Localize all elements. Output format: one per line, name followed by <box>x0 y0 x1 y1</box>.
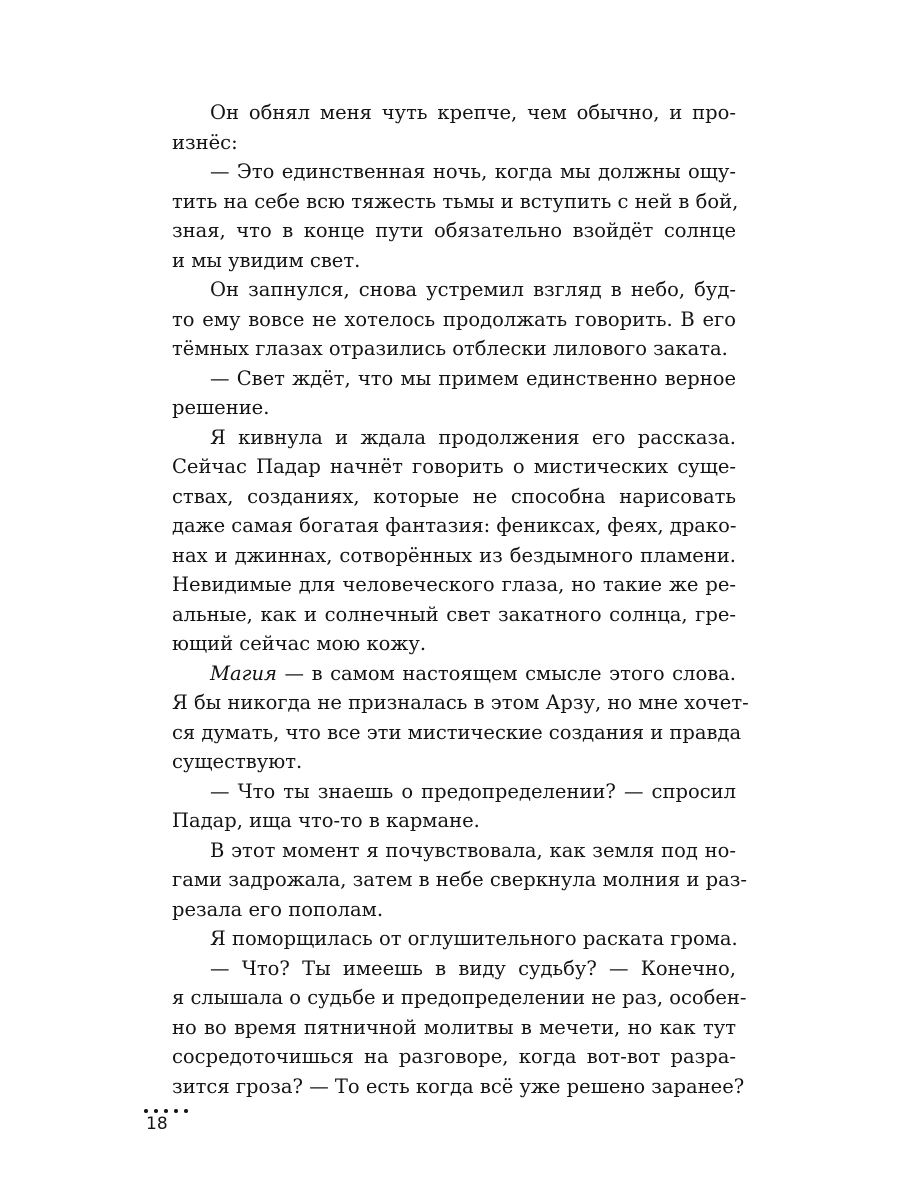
text-line <box>172 688 749 718</box>
line-text: я слышала о судьбе и предопределении не раз, особен- <box>172 986 747 1009</box>
line-text: изнёс: <box>172 130 238 154</box>
text-line <box>172 865 747 895</box>
text-line <box>172 806 736 836</box>
text-line <box>172 747 736 777</box>
text-line <box>172 836 736 866</box>
text-line <box>172 216 736 246</box>
text-line <box>172 246 736 276</box>
text-line <box>172 128 736 158</box>
line-text: — Что? Ты имеешь в виду судьбу? — Конечно, <box>210 956 736 980</box>
text-line <box>172 305 736 335</box>
text-line <box>172 541 736 571</box>
text-line <box>172 511 736 541</box>
text-line <box>172 895 736 925</box>
line-text: нах и джиннах, сотворённых из бездымного пламени. <box>172 543 736 567</box>
text-line <box>172 983 747 1013</box>
body-text <box>172 98 749 1101</box>
line-text: Я бы никогда не призналась в этом Арзу, но мне хочет- <box>172 691 749 714</box>
text-line <box>172 629 736 659</box>
line-text: — Это единственная ночь, когда мы должны ощу- <box>210 160 736 183</box>
line-text: тить на себе всю тяжесть тьмы и вступить с ней в бой, <box>172 189 739 213</box>
line-text: Он запнулся, снова устремил взгляд в небо, буд- <box>210 278 736 301</box>
line-text: ся думать, что все эти мистические создания и правда <box>172 720 742 744</box>
line-text: даже самая богатая фантазия: фениксах, феях, драко- <box>172 514 737 537</box>
line-text: Невидимые для человеческого глаза, но такие же ре- <box>172 573 736 596</box>
folio-ornament <box>144 1100 204 1110</box>
line-text: зится гроза? — То есть когда всё уже решено заранее? <box>172 1074 745 1098</box>
line-text: ющий сейчас мою кожу. <box>172 632 427 655</box>
line-text: решение. <box>172 396 270 419</box>
line-text: альные, как и солнечный свет закатного солнца, гре- <box>172 602 736 626</box>
line-text: зная, что в конце пути обязательно взойдёт солнце <box>172 219 736 242</box>
text-line <box>172 924 736 954</box>
line-text: Падар, ища что-то в кармане. <box>172 809 480 832</box>
line-text: но во время пятничной молитвы в мечети, но как тут <box>172 1015 736 1039</box>
line-text: сосредоточишься на разговоре, когда вот-вот разра- <box>172 1045 736 1068</box>
line-text: тёмных глазах отразились отблески лилового заката. <box>172 337 728 360</box>
ornament-dot <box>184 1109 188 1113</box>
ornament-dot <box>174 1109 178 1113</box>
text-line <box>172 482 736 512</box>
line-text: Он обнял меня чуть крепче, чем обычно, и про- <box>210 101 736 124</box>
line-text: Я кивнула и ждала продолжения его рассказа. <box>210 425 736 449</box>
text-line <box>172 718 742 748</box>
line-text: — в самом настоящем смысле этого слова. <box>284 661 736 685</box>
text-line <box>172 1072 745 1102</box>
text-line <box>172 187 739 217</box>
italic-word: Магия <box>210 661 277 685</box>
text-line <box>172 452 736 482</box>
text-line <box>172 954 736 984</box>
text-line <box>172 393 736 423</box>
text-line <box>172 570 736 600</box>
line-text: существуют. <box>172 750 303 773</box>
line-text: — Что ты знаешь о предопределении? — спросил <box>210 779 736 803</box>
ornament-dot <box>164 1109 168 1113</box>
text-line <box>172 275 736 305</box>
ornament-dot <box>154 1109 158 1113</box>
line-text: резала его пополам. <box>172 897 384 921</box>
line-text: ствах, созданиях, которые не способна нарисовать <box>172 484 736 508</box>
line-text: и мы увидим свет. <box>172 248 361 272</box>
text-line <box>172 659 736 689</box>
text-line <box>172 423 736 453</box>
text-line <box>172 777 736 807</box>
text-line <box>172 334 736 364</box>
line-text: гами задрожала, затем в небе сверкнула молния и раз- <box>172 868 747 891</box>
line-text: Я поморщилась от оглушительного раската грома. <box>210 927 738 950</box>
line-text: — Свет ждёт, что мы примем единственно верное <box>210 366 736 390</box>
text-line <box>172 600 736 630</box>
line-text: то ему вовсе не хотелось продолжать говорить. В его <box>172 307 736 331</box>
line-text: Сейчас Падар начнёт говорить о мистических суще- <box>172 455 736 478</box>
text-line <box>172 157 736 187</box>
ornament-dot <box>144 1109 148 1113</box>
page-number: 18 <box>146 1114 168 1134</box>
text-line <box>172 98 736 128</box>
text-line <box>172 1042 736 1072</box>
line-text: В этот момент я почувствовала, как земля под но- <box>210 838 736 862</box>
text-line <box>172 1013 736 1043</box>
text-line <box>172 364 736 394</box>
